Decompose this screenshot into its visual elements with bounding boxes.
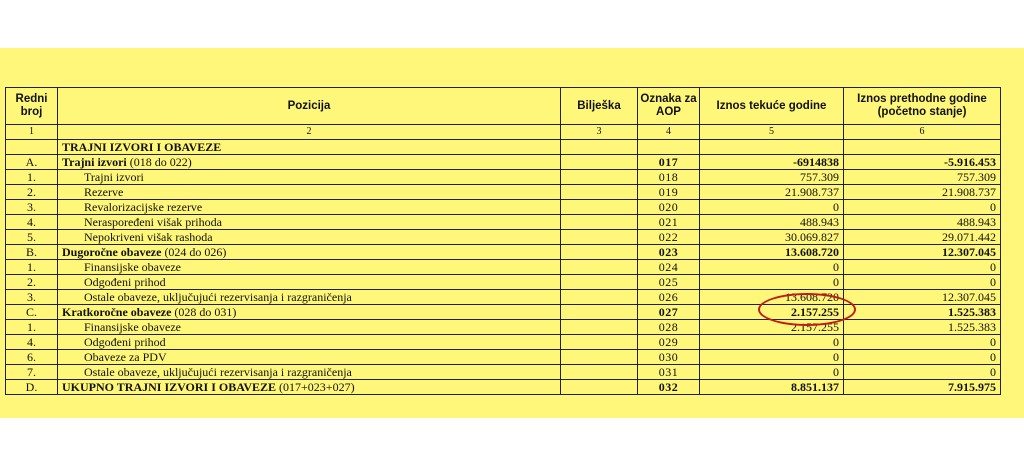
previous-year-amount: 12.307.045 <box>844 290 1001 305</box>
table-row <box>6 275 1001 290</box>
previous-year-amount <box>844 140 1001 155</box>
row-number: 2. <box>6 185 58 200</box>
note-cell <box>561 380 638 395</box>
current-year-amount: -6914838 <box>700 155 844 170</box>
position-label: Odgođeni prihod <box>84 275 166 289</box>
note-cell <box>561 230 638 245</box>
table-row <box>6 155 1001 170</box>
table-row <box>6 380 1001 395</box>
current-year-amount: 13.608.720 <box>700 290 844 305</box>
note-cell <box>561 275 638 290</box>
row-number: 6. <box>6 350 58 365</box>
current-year-amount: 757.309 <box>700 170 844 185</box>
position-cell <box>58 290 561 305</box>
aop-code: 019 <box>638 185 700 200</box>
header-biljeska: Bilješka <box>561 88 638 125</box>
position-cell <box>58 215 561 230</box>
position-cell <box>58 230 561 245</box>
aop-code: 025 <box>638 275 700 290</box>
column-number: 4 <box>638 125 700 140</box>
note-cell <box>561 185 638 200</box>
position-label: Finansijske obaveze <box>84 320 181 334</box>
table-row <box>6 320 1001 335</box>
note-cell <box>561 320 638 335</box>
note-cell <box>561 305 638 320</box>
table-row <box>6 170 1001 185</box>
aop-code: 024 <box>638 260 700 275</box>
header-row <box>6 88 1001 125</box>
aop-code: 027 <box>638 305 700 320</box>
row-number: B. <box>6 245 58 260</box>
position-cell <box>58 185 561 200</box>
current-year-amount: 0 <box>700 275 844 290</box>
previous-year-amount: 1.525.383 <box>844 320 1001 335</box>
table-row <box>6 365 1001 380</box>
position-label: Obaveze za PDV <box>84 350 167 364</box>
row-number: 1. <box>6 170 58 185</box>
position-cell <box>58 320 561 335</box>
position-cell <box>58 365 561 380</box>
note-cell <box>561 200 638 215</box>
table-row <box>6 215 1001 230</box>
column-number-row <box>6 125 1001 140</box>
column-number: 5 <box>700 125 844 140</box>
position-cell <box>58 245 561 260</box>
position-label: Odgođeni prihod <box>84 335 166 349</box>
note-cell <box>561 290 638 305</box>
note-cell <box>561 215 638 230</box>
position-label: Trajni izvori <box>62 155 127 169</box>
aop-code: 020 <box>638 200 700 215</box>
column-number: 3 <box>561 125 638 140</box>
table-row <box>6 230 1001 245</box>
aop-code <box>638 140 700 155</box>
row-number: 5. <box>6 230 58 245</box>
position-label: TRAJNI IZVORI I OBAVEZE <box>62 140 222 154</box>
row-number: 3. <box>6 200 58 215</box>
previous-year-amount: 0 <box>844 260 1001 275</box>
previous-year-amount: 7.915.975 <box>844 380 1001 395</box>
current-year-amount: 30.069.827 <box>700 230 844 245</box>
column-number: 1 <box>6 125 58 140</box>
position-cell <box>58 275 561 290</box>
red-annotation-circle <box>758 293 856 326</box>
row-number: D. <box>6 380 58 395</box>
row-number: 1. <box>6 320 58 335</box>
row-number <box>6 140 58 155</box>
previous-year-amount: 12.307.045 <box>844 245 1001 260</box>
position-label: Ostale obaveze, uključujući rezervisanja i razgraničenja <box>84 290 352 304</box>
position-range: (017+023+027) <box>276 380 355 394</box>
aop-code: 030 <box>638 350 700 365</box>
previous-year-amount: -5.916.453 <box>844 155 1001 170</box>
position-cell <box>58 200 561 215</box>
position-cell <box>58 170 561 185</box>
current-year-amount: 8.851.137 <box>700 380 844 395</box>
row-number: 7. <box>6 365 58 380</box>
table-row <box>6 200 1001 215</box>
note-cell <box>561 335 638 350</box>
current-year-amount: 21.908.737 <box>700 185 844 200</box>
aop-code: 032 <box>638 380 700 395</box>
row-number: 4. <box>6 335 58 350</box>
note-cell <box>561 140 638 155</box>
current-year-amount: 0 <box>700 350 844 365</box>
position-range: (024 do 026) <box>161 245 227 259</box>
position-cell <box>58 305 561 320</box>
previous-year-amount: 0 <box>844 350 1001 365</box>
row-number: C. <box>6 305 58 320</box>
previous-year-amount: 29.071.442 <box>844 230 1001 245</box>
current-year-amount: 0 <box>700 365 844 380</box>
aop-code: 017 <box>638 155 700 170</box>
current-year-amount: 0 <box>700 200 844 215</box>
current-year-amount: 2.157.255 <box>700 305 844 320</box>
position-range: (018 do 022) <box>126 155 192 169</box>
position-label: UKUPNO TRAJNI IZVORI I OBAVEZE <box>62 380 277 394</box>
position-cell <box>58 335 561 350</box>
aop-code: 021 <box>638 215 700 230</box>
note-cell <box>561 260 638 275</box>
current-year-amount: 0 <box>700 335 844 350</box>
note-cell <box>561 155 638 170</box>
row-number: A. <box>6 155 58 170</box>
previous-year-amount: 757.309 <box>844 170 1001 185</box>
row-number: 1. <box>6 260 58 275</box>
current-year-amount: 2.157.255 <box>700 320 844 335</box>
table-row <box>6 335 1001 350</box>
previous-year-amount: 0 <box>844 335 1001 350</box>
previous-year-amount: 1.525.383 <box>844 305 1001 320</box>
aop-code: 018 <box>638 170 700 185</box>
header-oznaka-aop: Oznaka za AOP <box>638 88 700 125</box>
position-cell <box>58 260 561 275</box>
position-label: Revalorizacijske rezerve <box>84 200 203 214</box>
position-label: Finansijske obaveze <box>84 260 181 274</box>
current-year-amount: 13.608.720 <box>700 245 844 260</box>
header-iznos-prethodne: Iznos prethodne godine (početno stanje) <box>844 88 1001 125</box>
row-number: 3. <box>6 290 58 305</box>
position-label: Nepokriveni višak rashoda <box>84 230 213 244</box>
note-cell <box>561 365 638 380</box>
previous-year-amount: 21.908.737 <box>844 185 1001 200</box>
row-number: 4. <box>6 215 58 230</box>
table-row <box>6 260 1001 275</box>
position-label: Dugoročne obaveze <box>62 245 162 259</box>
current-year-amount <box>700 140 844 155</box>
row-number: 2. <box>6 275 58 290</box>
position-label: Ostale obaveze, uključujući rezervisanja i razgraničenja <box>84 365 352 379</box>
aop-code: 028 <box>638 320 700 335</box>
position-label: Neraspoređeni višak prihoda <box>84 215 222 229</box>
table-row <box>6 140 1001 155</box>
previous-year-amount: 488.943 <box>844 215 1001 230</box>
note-cell <box>561 245 638 260</box>
position-cell <box>58 155 561 170</box>
aop-code: 022 <box>638 230 700 245</box>
previous-year-amount: 0 <box>844 275 1001 290</box>
previous-year-amount: 0 <box>844 200 1001 215</box>
note-cell <box>561 170 638 185</box>
current-year-amount: 488.943 <box>700 215 844 230</box>
table-row <box>6 185 1001 200</box>
header-iznos-tekuce: Iznos tekuće godine <box>700 88 844 125</box>
position-label: Rezerve <box>84 185 124 199</box>
column-number: 6 <box>844 125 1001 140</box>
column-number: 2 <box>58 125 561 140</box>
table-row <box>6 350 1001 365</box>
balance-sheet-table <box>5 87 1001 395</box>
position-cell <box>58 350 561 365</box>
aop-code: 031 <box>638 365 700 380</box>
aop-code: 026 <box>638 290 700 305</box>
note-cell <box>561 350 638 365</box>
header-pozicija: Pozicija <box>58 88 561 125</box>
position-label: Trajni izvori <box>84 170 144 184</box>
position-cell <box>58 140 561 155</box>
position-label: Kratkoročne obaveze <box>62 305 172 319</box>
position-cell <box>58 380 561 395</box>
header-redni-broj: Redni broj <box>6 88 58 125</box>
current-year-amount: 0 <box>700 260 844 275</box>
previous-year-amount: 0 <box>844 365 1001 380</box>
aop-code: 023 <box>638 245 700 260</box>
aop-code: 029 <box>638 335 700 350</box>
table-row <box>6 245 1001 260</box>
position-range: (028 do 031) <box>171 305 237 319</box>
